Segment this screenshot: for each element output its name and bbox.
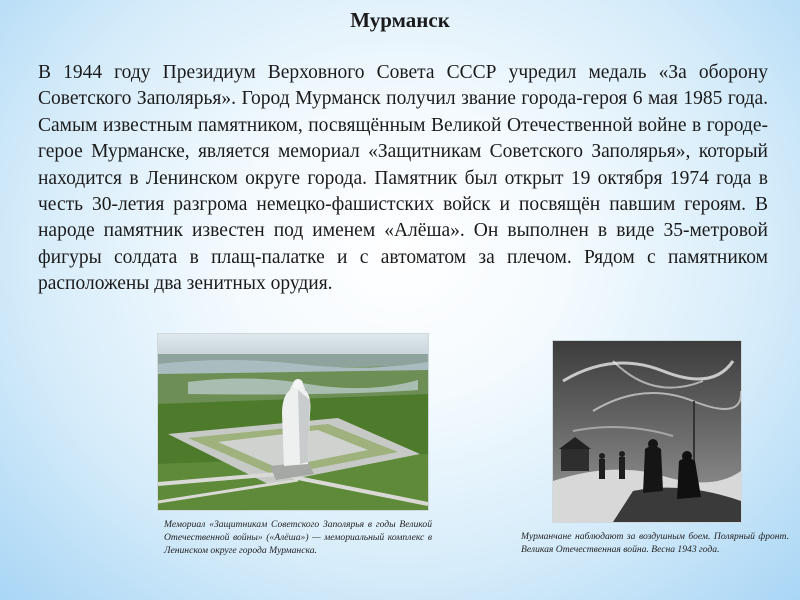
air-battle-photo xyxy=(552,340,742,523)
body-paragraph: В 1944 году Президиум Верховного Совета СССР учредил медаль «За оборону Советского Заполярья». Город Мурманск получил звание города-героя 6 мая 1985 года. Самым известным памятником, посвящённым Великой Отечественной войне в городе-герое Мурманске, является мемориал «Защитникам Советского Заполярья», который находится в Ленинском округе города. Памятник был открыт 19 октября 1974 года в честь 30-летия разгрома немецко-фашистских войск и посвящён павшим героям. В народе памятник известен под именем «Алёша». Он выполнен в виде 35-метровой фигуры солдата в плащ-палатке и с автоматом за плечом. Рядом с памятником расположены два зенитных орудия. xyxy=(38,62,768,295)
memorial-caption: Мемориал «Защитникам Советского Заполярья в годы Великой Отечественной войны» («Алёша») — мемориальный комплекс в Ленинском округе города Мурманска. xyxy=(164,519,432,557)
slide-title: Мурманск xyxy=(350,8,450,32)
air-battle-caption: Мурманчане наблюдают за воздушным боем. Полярный фронт. Великая Отечественная война. Весна 1943 года. xyxy=(521,531,789,556)
memorial-photo xyxy=(157,333,429,511)
